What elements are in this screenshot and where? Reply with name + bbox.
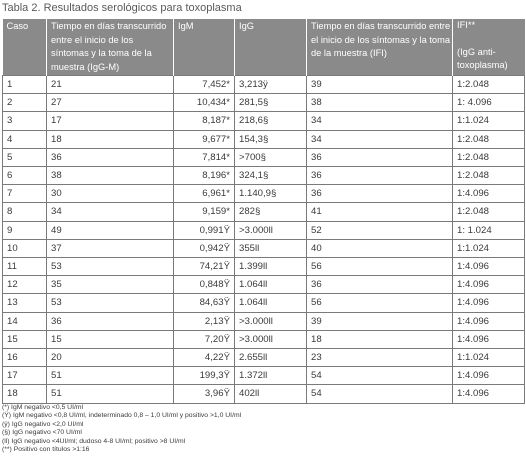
table-row	[3, 276, 525, 294]
cell-igg: 1.140,9§	[235, 185, 307, 203]
header-ifi-sub: (IgG anti-toxoplasma)	[457, 46, 508, 70]
cell-tiempo-ifi: 23	[307, 349, 453, 367]
cell-ifi: 1: 1.024	[453, 221, 525, 239]
cell-tiempo-igg-m: 53	[47, 294, 174, 312]
table-row	[3, 221, 525, 239]
header-igg: IgG	[235, 19, 307, 76]
cell-igm: 9,159*	[174, 203, 235, 221]
cell-igg: 1.372ll	[235, 367, 307, 385]
cell-caso: 1	[3, 76, 47, 94]
cell-caso: 12	[3, 276, 47, 294]
cell-igg: 3,213ÿ	[235, 76, 307, 94]
cell-ifi: 1:2.048	[453, 76, 525, 94]
cell-igm: 9,677*	[174, 130, 235, 148]
cell-caso: 10	[3, 239, 47, 257]
cell-igg: 281,5§	[235, 94, 307, 112]
cell-ifi: 1:4.096	[453, 294, 525, 312]
table-row	[3, 167, 525, 185]
cell-tiempo-igg-m: 18	[47, 130, 174, 148]
cell-igm: 7,452*	[174, 76, 235, 94]
cell-ifi: 1:2.048	[453, 203, 525, 221]
cell-tiempo-ifi: 40	[307, 239, 453, 257]
cell-tiempo-igg-m: 34	[47, 203, 174, 221]
cell-caso: 3	[3, 112, 47, 130]
cell-tiempo-igg-m: 21	[47, 76, 174, 94]
cell-igg: >700§	[235, 148, 307, 166]
header-ifi	[453, 19, 525, 76]
cell-ifi: 1:1.024	[453, 112, 525, 130]
cell-igg: >3.000ll	[235, 330, 307, 348]
cell-tiempo-igg-m: 36	[47, 312, 174, 330]
cell-igg: >3.000ll	[235, 221, 307, 239]
cell-tiempo-ifi: 38	[307, 94, 453, 112]
cell-caso: 18	[3, 385, 47, 403]
header-row	[3, 19, 525, 76]
cell-tiempo-ifi: 56	[307, 294, 453, 312]
cell-tiempo-igg-m: 51	[47, 367, 174, 385]
cell-igm: 3,96Ÿ	[174, 385, 235, 403]
cell-igg: 282§	[235, 203, 307, 221]
cell-tiempo-igg-m: 36	[47, 148, 174, 166]
table-row	[3, 312, 525, 330]
table-row	[3, 76, 525, 94]
cell-tiempo-ifi: 36	[307, 276, 453, 294]
cell-igm: 8,196*	[174, 167, 235, 185]
serology-table	[2, 19, 525, 404]
cell-caso: 7	[3, 185, 47, 203]
cell-tiempo-ifi: 18	[307, 330, 453, 348]
cell-igm: 84,63Ÿ	[174, 294, 235, 312]
table-row	[3, 294, 525, 312]
cell-igm: 0,848Ÿ	[174, 276, 235, 294]
cell-ifi: 1:1.024	[453, 239, 525, 257]
cell-igm: 6,961*	[174, 185, 235, 203]
cell-caso: 14	[3, 312, 47, 330]
table-row	[3, 130, 525, 148]
table-row	[3, 367, 525, 385]
cell-ifi: 1:4.096	[453, 312, 525, 330]
cell-tiempo-ifi: 41	[307, 203, 453, 221]
header-caso: Caso	[3, 19, 47, 76]
cell-igm: 74,21Ÿ	[174, 258, 235, 276]
cell-igg: 1.399ll	[235, 258, 307, 276]
cell-caso: 9	[3, 221, 47, 239]
cell-tiempo-igg-m: 51	[47, 385, 174, 403]
cell-tiempo-ifi: 34	[307, 112, 453, 130]
cell-igg: 324,1§	[235, 167, 307, 185]
table-row	[3, 349, 525, 367]
table-row	[3, 112, 525, 130]
cell-igm: 2,13Ÿ	[174, 312, 235, 330]
cell-igm: 4,22Ÿ	[174, 349, 235, 367]
header-ifi-label: IFI**	[457, 20, 476, 30]
cell-igg: 1.064ll	[235, 294, 307, 312]
footnote: (*) IgM negativo <0,5 UI/ml	[2, 404, 84, 411]
cell-caso: 15	[3, 330, 47, 348]
cell-tiempo-ifi: 54	[307, 367, 453, 385]
cell-tiempo-igg-m: 15	[47, 330, 174, 348]
cell-caso: 11	[3, 258, 47, 276]
cell-igm: 199,3Ÿ	[174, 367, 235, 385]
cell-caso: 5	[3, 148, 47, 166]
footnote: (**) Positivo con títulos >1:16	[2, 446, 90, 454]
table-row	[3, 203, 525, 221]
footnote: (§) IgG negativo <70 UI/ml	[2, 429, 82, 437]
cell-igm: 0,991Ÿ	[174, 221, 235, 239]
table-row	[3, 94, 525, 112]
cell-tiempo-igg-m: 37	[47, 239, 174, 257]
cell-tiempo-igg-m: 49	[47, 221, 174, 239]
cell-igm: 7,20Ÿ	[174, 330, 235, 348]
cell-caso: 2	[3, 94, 47, 112]
cell-caso: 17	[3, 367, 47, 385]
cell-igm: 8,187*	[174, 112, 235, 130]
cell-ifi: 1:4.096	[453, 258, 525, 276]
cell-ifi: 1:2.048	[453, 167, 525, 185]
cell-tiempo-ifi: 54	[307, 385, 453, 403]
cell-caso: 6	[3, 167, 47, 185]
cell-igm: 0,942Ÿ	[174, 239, 235, 257]
cell-caso: 13	[3, 294, 47, 312]
cell-tiempo-ifi: 36	[307, 148, 453, 166]
cell-tiempo-ifi: 36	[307, 167, 453, 185]
cell-tiempo-igg-m: 35	[47, 276, 174, 294]
cell-caso: 4	[3, 130, 47, 148]
cell-ifi: 1:2.048	[453, 130, 525, 148]
cell-ifi: 1:4.096	[453, 367, 525, 385]
header-igm: IgM	[174, 19, 235, 76]
table-row	[3, 330, 525, 348]
cell-tiempo-igg-m: 53	[47, 258, 174, 276]
cell-ifi: 1:1.024	[453, 349, 525, 367]
table-row	[3, 258, 525, 276]
cell-igg: 2.655ll	[235, 349, 307, 367]
cell-ifi: 1:4.096	[453, 185, 525, 203]
table-row	[3, 239, 525, 257]
cell-tiempo-ifi: 39	[307, 312, 453, 330]
footnotes	[2, 404, 522, 454]
cell-tiempo-ifi: 52	[307, 221, 453, 239]
table-row	[3, 185, 525, 203]
cell-igg: 355ll	[235, 239, 307, 257]
cell-tiempo-igg-m: 30	[47, 185, 174, 203]
cell-igg: 1.064ll	[235, 276, 307, 294]
cell-tiempo-ifi: 34	[307, 130, 453, 148]
cell-tiempo-ifi: 39	[307, 76, 453, 94]
cell-igg: 154,3§	[235, 130, 307, 148]
cell-ifi: 1:4.096	[453, 276, 525, 294]
footnote: (Ÿ) IgM negativo <0,8 UI/ml, indeterminado 0,8 – 1,0 UI/ml y positivo >1,0 UI/ml	[2, 412, 242, 420]
cell-tiempo-igg-m: 27	[47, 94, 174, 112]
cell-igm: 7,814*	[174, 148, 235, 166]
cell-igg: 402ll	[235, 385, 307, 403]
cell-igg: >3.000ll	[235, 312, 307, 330]
header-tiempo-ifi: Tiempo en días transcurrido entre el inicio de los síntomas y la toma de la muestra (IFI)	[307, 19, 453, 76]
footnote: (ÿ) IgG negativo <2,0 UI/ml	[2, 420, 84, 428]
cell-tiempo-igg-m: 17	[47, 112, 174, 130]
cell-ifi: 1:4.096	[453, 385, 525, 403]
cell-ifi: 1: 4.096	[453, 94, 525, 112]
cell-igm: 10,434*	[174, 94, 235, 112]
table-title: Tabla 2. Resultados serológicos para toxoplasma	[2, 2, 242, 14]
cell-igg: 218,6§	[235, 112, 307, 130]
cell-ifi: 1:4.096	[453, 330, 525, 348]
cell-caso: 16	[3, 349, 47, 367]
header-tiempo-igg-m: Tiempo en días transcurrido entre el inicio de los síntomas y la toma de la muestra (IgG-M)	[47, 19, 174, 76]
cell-tiempo-igg-m: 20	[47, 349, 174, 367]
table-row	[3, 385, 525, 403]
footnote: (ll) IgG negativo <4UI/ml; dudoso 4-8 UI/ml; positivo >8 UI/ml	[2, 437, 186, 445]
cell-caso: 8	[3, 203, 47, 221]
table-row	[3, 148, 525, 166]
cell-ifi: 1:2.048	[453, 148, 525, 166]
cell-tiempo-ifi: 56	[307, 258, 453, 276]
cell-tiempo-ifi: 36	[307, 185, 453, 203]
cell-tiempo-igg-m: 38	[47, 167, 174, 185]
